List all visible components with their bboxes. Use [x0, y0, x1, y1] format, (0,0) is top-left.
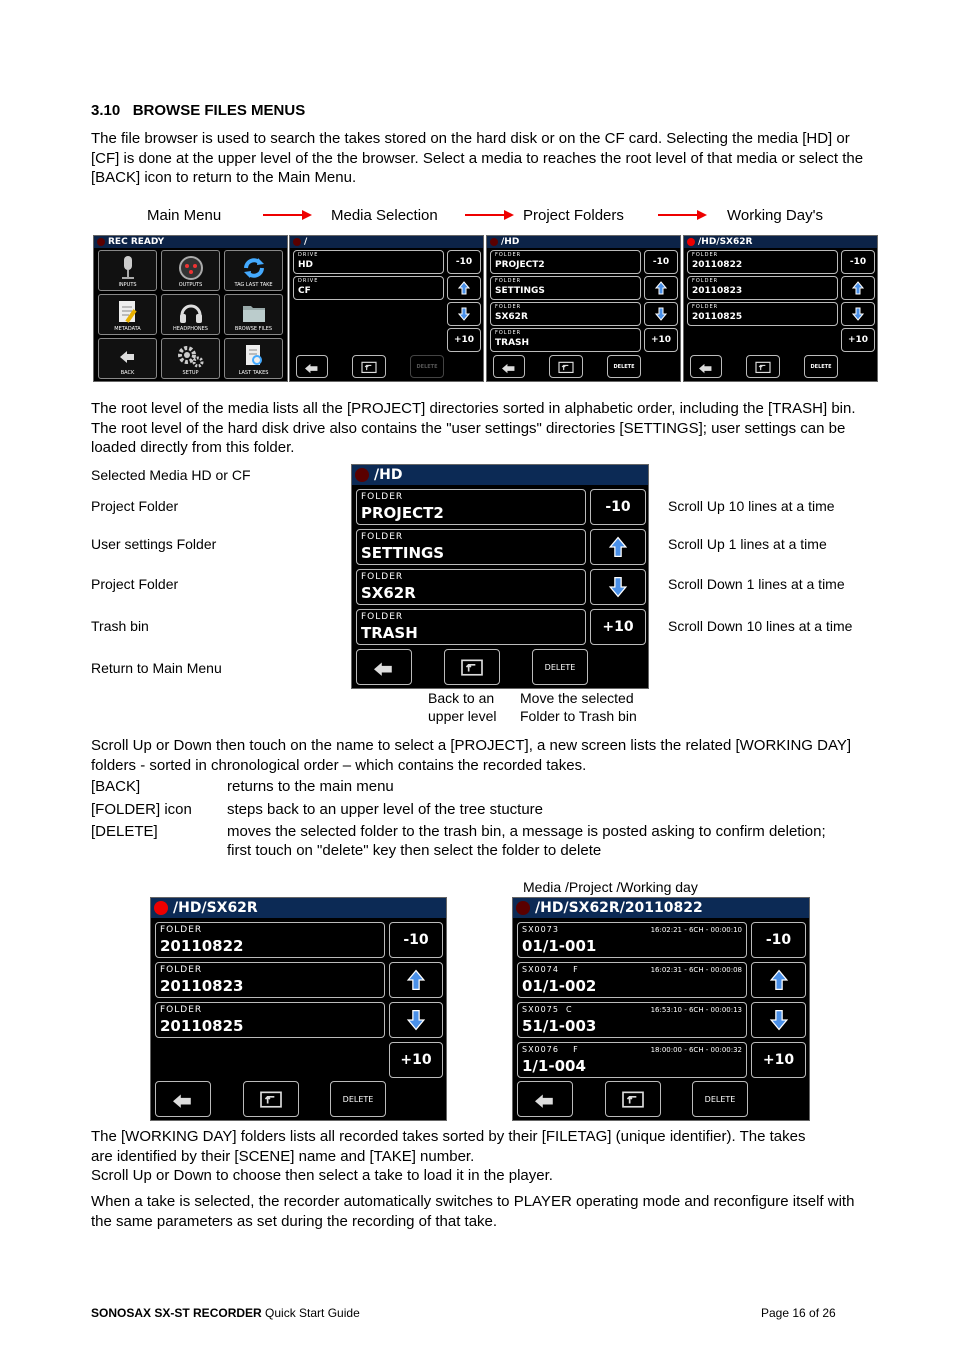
scroll-up-10-button[interactable]: -10	[447, 250, 481, 274]
drive-row-cf[interactable]	[293, 276, 444, 300]
scroll-down-10-button[interactable]: +10	[389, 1042, 443, 1078]
folder-up-icon	[557, 360, 575, 374]
large-days-title: /HD/SX62R	[173, 900, 258, 916]
folder-label: FOLDER	[692, 278, 719, 284]
take-filetag: SX0076 F	[522, 1045, 579, 1054]
callout-project-folder: Project Folder	[91, 498, 179, 514]
take-name: 01/1-001	[522, 937, 597, 955]
scroll-down-10-button[interactable]: +10	[841, 328, 875, 352]
take-name: 1/1-004	[522, 1057, 586, 1075]
folder-row-trash[interactable]	[490, 328, 641, 352]
projects-titlebar	[487, 236, 680, 248]
folder-label: FOLDER	[361, 572, 404, 582]
working-days-screen	[683, 235, 878, 382]
callout-line: Back to an	[428, 690, 495, 706]
folder-name: PROJECT2	[361, 504, 444, 522]
callout-user-settings: User settings Folder	[91, 536, 217, 552]
back-button[interactable]	[690, 355, 722, 378]
folder-name: 20110823	[160, 977, 244, 995]
scroll-select-paragraph: Scroll Up or Down then touch on the name to select a [PROJECT], a new screen lists the related [WORKING DAY] folders - sorted in chronological order – which contains the recorded takes.	[91, 737, 852, 774]
browse-files-button[interactable]	[224, 294, 283, 335]
intro-paragraph: The file browser is used to search the takes stored on the hard disk or on the CF card. Selecting the media [HD] or [CF] is done at the upper level of the the browser. Select a media to reaches the root level of that media or select the [BACK] icon to return to the Main Menu.	[91, 130, 864, 186]
folder-name: TRASH	[361, 624, 418, 642]
folder-up-button[interactable]	[243, 1081, 299, 1117]
back-hand-icon	[303, 360, 321, 374]
callout-move-to-trash	[520, 689, 637, 725]
folder-up-button[interactable]	[444, 649, 500, 685]
folder-row-project2[interactable]	[490, 250, 641, 274]
scroll-up-10-button[interactable]: -10	[590, 489, 646, 525]
large-days-titlebar	[151, 898, 446, 918]
take-name: 51/1-003	[522, 1017, 597, 1035]
folder-up-icon	[360, 360, 378, 374]
take-name: 01/1-002	[522, 977, 597, 995]
folder-up-button[interactable]	[549, 355, 583, 378]
folder-label: FOLDER	[160, 1005, 203, 1015]
scroll-down-1-button[interactable]	[389, 1002, 443, 1038]
def-desc-delete-2: first touch on "delete" key then select the folder to delete	[227, 842, 602, 859]
take-meta: 16:02:21 - 6CH - 00:00:10	[650, 926, 742, 934]
callout-return-main: Return to Main Menu	[91, 660, 222, 676]
down-arrow-icon	[406, 1009, 426, 1031]
take-row[interactable]	[517, 922, 747, 958]
inputs-button[interactable]	[98, 250, 157, 291]
back-hand-icon	[697, 360, 715, 374]
flow-label-media-selection: Media Selection	[331, 207, 438, 224]
scroll-down-1-button[interactable]	[644, 302, 678, 326]
footer-brand: SONOSAX SX-ST RECORDER	[91, 1306, 262, 1320]
flow-label-project-folders: Project Folders	[523, 207, 624, 224]
large-projects-titlebar	[352, 465, 648, 485]
metadata-label: METADATA	[114, 326, 141, 332]
headphones-label: HEADPHONES	[173, 326, 208, 332]
back-label: BACK	[120, 370, 135, 376]
refresh-icon	[241, 255, 267, 281]
folder-row-trash[interactable]	[356, 609, 586, 645]
folder-label: FOLDER	[495, 330, 522, 336]
down-arrow-icon	[769, 1009, 789, 1031]
def-desc-folder: steps back to an upper level of the tree stucture	[227, 801, 544, 818]
back-hand-icon	[532, 1089, 558, 1109]
folder-up-button[interactable]	[605, 1081, 661, 1117]
folder-label: FOLDER	[361, 492, 404, 502]
large-projects-title: /HD	[374, 467, 403, 483]
def-term-back: [BACK]	[91, 778, 141, 795]
folder-name: SX62R	[361, 584, 416, 602]
take-row[interactable]	[517, 962, 747, 998]
scroll-up-1-button[interactable]	[389, 962, 443, 998]
large-project-folders-screen	[351, 464, 649, 689]
media-title: /	[304, 237, 308, 247]
back-button[interactable]	[517, 1081, 573, 1117]
flow-label-working-days: Working Day's	[727, 207, 823, 224]
callout-scroll-down-10: Scroll Down 10 lines at a time	[668, 618, 853, 634]
section-heading	[91, 102, 305, 119]
setup-label: SETUP	[182, 370, 199, 376]
callout-trash-bin: Trash bin	[91, 618, 149, 634]
main-menu-titlebar	[94, 236, 287, 248]
back-button[interactable]	[296, 355, 328, 378]
callout-project-folder-2: Project Folder	[91, 576, 179, 592]
footer-page-number: Page 16 of 26	[761, 1306, 836, 1320]
down-arrow-icon	[655, 307, 667, 321]
folder-row-settings[interactable]	[356, 529, 586, 565]
down-arrow-icon	[458, 307, 470, 321]
callout-scroll-down-1: Scroll Down 1 lines at a time	[668, 576, 845, 592]
scroll-up-10-button[interactable]: -10	[644, 250, 678, 274]
drive-name: HD	[298, 260, 314, 270]
drive-label: DRIVE	[298, 252, 319, 258]
delete-button[interactable]: DELETE	[410, 355, 444, 378]
back-button[interactable]	[356, 649, 412, 685]
inputs-label: INPUTS	[118, 282, 137, 288]
back-button[interactable]	[493, 355, 525, 378]
flow-arrow-head	[697, 210, 707, 220]
folder-label: FOLDER	[495, 252, 522, 258]
folder-label: FOLDER	[692, 304, 719, 310]
back-hand-icon	[371, 657, 397, 677]
media-titlebar	[290, 236, 483, 248]
outputs-label: OUTPUTS	[178, 282, 203, 288]
take-filetag: SX0075 C	[522, 1005, 573, 1014]
record-indicator-icon	[154, 901, 168, 915]
folder-up-icon	[754, 360, 772, 374]
folder-label: FOLDER	[361, 532, 404, 542]
up-arrow-icon	[458, 281, 470, 295]
folder-name: 20110825	[692, 312, 743, 322]
record-indicator-icon	[490, 238, 498, 246]
folder-name: SETTINGS	[495, 286, 545, 296]
callout-line: Folder to Trash bin	[520, 708, 637, 724]
callout-line: Move the selected	[520, 690, 634, 706]
microphone-icon	[118, 255, 138, 281]
callout-scroll-up-1: Scroll Up 1 lines at a time	[668, 536, 827, 552]
scroll-up-1-button[interactable]	[841, 276, 875, 300]
folder-row-day[interactable]	[155, 922, 385, 958]
large-takes-title: /HD/SX62R/20110822	[535, 900, 703, 916]
scroll-up-1-button[interactable]	[590, 529, 646, 565]
folder-row-day[interactable]	[687, 250, 838, 274]
up-arrow-icon	[406, 969, 426, 991]
drive-label: DRIVE	[298, 278, 319, 284]
take-filetag: SX0073	[522, 925, 559, 934]
root-level-paragraph: The root level of the media lists all the [PROJECT] directories sorted in alphabetic order, including the [TRASH] bin. The root level of the hard disk drive also contains the "user settings" directories [SETTINGS]; user settings can be loaded directly from this folder.	[91, 400, 856, 456]
delete-button[interactable]: DELETE	[532, 649, 588, 685]
def-term-delete: [DELETE]	[91, 823, 158, 840]
flow-arrow	[658, 214, 698, 216]
scroll-down-1-button[interactable]	[590, 569, 646, 605]
flow-arrow	[465, 214, 505, 216]
folder-up-icon	[620, 1089, 646, 1109]
folder-label: FOLDER	[361, 612, 404, 622]
take-filetag: SX0074 F	[522, 965, 579, 974]
record-indicator-icon	[293, 238, 301, 246]
folder-name: 20110823	[692, 286, 743, 296]
callout-selected-media: Selected Media HD or CF	[91, 467, 251, 483]
folder-label: FOLDER	[495, 278, 522, 284]
folder-name: TRASH	[495, 338, 530, 348]
back-button[interactable]	[98, 338, 157, 379]
delete-button[interactable]: DELETE	[330, 1081, 386, 1117]
days-titlebar	[684, 236, 877, 248]
folder-up-icon	[258, 1089, 284, 1109]
back-arrow-icon	[117, 343, 139, 365]
working-day-paragraph	[91, 1127, 881, 1186]
scroll-up-10-button[interactable]: -10	[841, 250, 875, 274]
folder-icon	[241, 299, 267, 325]
folder-label: FOLDER	[692, 252, 719, 258]
large-working-days-screen	[150, 897, 447, 1121]
back-hand-icon	[170, 1089, 196, 1109]
headphones-button[interactable]	[161, 294, 220, 335]
folder-label: FOLDER	[160, 965, 203, 975]
scroll-down-10-button[interactable]: +10	[447, 328, 481, 352]
headphones-icon	[178, 299, 204, 325]
scroll-up-1-button[interactable]	[751, 962, 806, 998]
projects-title: /HD	[501, 237, 520, 247]
def-desc-delete: moves the selected folder to the trash bin, a message is posted asking to confirm deletion;	[227, 823, 826, 840]
def-term-folder: [FOLDER] icon	[91, 801, 192, 818]
drive-row-hd[interactable]	[293, 250, 444, 274]
folder-label: FOLDER	[160, 925, 203, 935]
up-arrow-icon	[655, 281, 667, 295]
take-row[interactable]	[517, 1042, 747, 1078]
days-title: /HD/SX62R	[698, 237, 753, 247]
folder-up-icon	[459, 657, 485, 677]
folder-up-button[interactable]	[746, 355, 780, 378]
take-meta: 16:02:31 - 6CH - 00:00:08	[650, 966, 742, 974]
folder-label: FOLDER	[495, 304, 522, 310]
record-indicator-icon	[687, 238, 695, 246]
scroll-down-10-button[interactable]: +10	[590, 609, 646, 645]
folder-name: PROJECT2	[495, 260, 545, 270]
caption-media-path: Media /Project /Working day	[523, 879, 698, 895]
drive-name: CF	[298, 286, 311, 296]
down-arrow-icon	[608, 576, 628, 598]
folder-row-day[interactable]	[155, 962, 385, 998]
tag-last-take-label: TAG LAST TAKE	[234, 282, 273, 288]
take-meta: 16:53:10 - 6CH - 00:00:13	[650, 1006, 742, 1014]
folder-row-day[interactable]	[687, 302, 838, 326]
section-title: BROWSE FILES MENUS	[132, 102, 306, 119]
folder-row-day[interactable]	[687, 276, 838, 300]
callout-scroll-up-10: Scroll Up 10 lines at a time	[668, 498, 835, 514]
take-meta: 18:00:00 - 6CH - 00:00:32	[650, 1046, 742, 1054]
scroll-up-1-button[interactable]	[644, 276, 678, 300]
gears-icon	[177, 343, 205, 369]
main-menu-screen	[93, 235, 288, 382]
large-takes-titlebar	[513, 898, 809, 918]
metadata-button[interactable]	[98, 294, 157, 335]
back-hand-icon	[500, 360, 518, 374]
player-mode-paragraph: When a take is selected, the recorder automatically switches to PLAYER operating mode and reconfigure itself with the same parameters as set during the recording of that take.	[91, 1193, 855, 1230]
last-takes-button[interactable]	[224, 338, 283, 379]
delete-button[interactable]: DELETE	[804, 355, 838, 378]
footer-title	[91, 1306, 360, 1320]
record-indicator-icon	[355, 468, 369, 482]
scroll-down-10-button[interactable]: +10	[751, 1042, 806, 1078]
flow-arrow-head	[302, 210, 312, 220]
scroll-down-1-button[interactable]	[841, 302, 875, 326]
scroll-up-1-button[interactable]	[447, 276, 481, 300]
scroll-up-10-button[interactable]: -10	[389, 922, 443, 958]
up-arrow-icon	[608, 536, 628, 558]
up-arrow-icon	[852, 281, 864, 295]
setup-button[interactable]	[161, 338, 220, 379]
paragraph-line: are identified by their [SCENE] name and [TAKE] number.	[91, 1147, 475, 1165]
folder-row-settings[interactable]	[490, 276, 641, 300]
xlr-connector-icon	[178, 255, 204, 281]
folder-row-sx62r[interactable]	[490, 302, 641, 326]
section-number: 3.10	[91, 102, 121, 119]
down-arrow-icon	[852, 307, 864, 321]
folder-row-project2[interactable]	[356, 489, 586, 525]
outputs-button[interactable]	[161, 250, 220, 291]
scroll-down-1-button[interactable]	[751, 1002, 806, 1038]
paragraph-line: Scroll Up or Down to choose then select a take to load it in the player.	[91, 1167, 553, 1184]
media-selection-screen	[289, 235, 484, 382]
folder-name: 20110822	[160, 937, 244, 955]
folder-row-sx62r[interactable]	[356, 569, 586, 605]
record-indicator-icon	[97, 238, 105, 246]
up-arrow-icon	[769, 969, 789, 991]
folder-name: 20110822	[692, 260, 743, 270]
footer-guide: Quick Start Guide	[261, 1306, 360, 1320]
scroll-down-10-button[interactable]: +10	[644, 328, 678, 352]
def-desc-back: returns to the main menu	[227, 778, 394, 795]
main-menu-title: REC READY	[108, 237, 165, 247]
scroll-down-1-button[interactable]	[447, 302, 481, 326]
document-search-icon	[242, 343, 266, 369]
take-row[interactable]	[517, 1002, 747, 1038]
last-takes-label: LAST TAKES	[238, 370, 269, 376]
back-button[interactable]	[155, 1081, 211, 1117]
project-folders-screen	[486, 235, 681, 382]
tag-last-take-button[interactable]	[224, 250, 283, 291]
paragraph-line: The [WORKING DAY] folders lists all recorded takes sorted by their [FILETAG] (unique identifier). The takes	[91, 1128, 806, 1145]
folder-up-button[interactable]	[352, 355, 386, 378]
flow-arrow-head	[504, 210, 514, 220]
delete-button[interactable]: DELETE	[692, 1081, 748, 1117]
folder-name: 20110825	[160, 1017, 244, 1035]
notepad-icon	[116, 299, 140, 325]
callout-line: upper level	[428, 708, 497, 724]
record-indicator-icon	[516, 901, 530, 915]
folder-name: SETTINGS	[361, 544, 445, 562]
scroll-up-10-button[interactable]: -10	[751, 922, 806, 958]
flow-arrow	[263, 214, 303, 216]
large-takes-screen	[512, 897, 810, 1121]
folder-row-day[interactable]	[155, 1002, 385, 1038]
flow-label-main-menu: Main Menu	[147, 207, 222, 224]
folder-name: SX62R	[495, 312, 528, 322]
browse-files-label: BROWSE FILES	[234, 326, 273, 332]
callout-back-upper-level	[428, 689, 497, 725]
delete-button[interactable]: DELETE	[607, 355, 641, 378]
